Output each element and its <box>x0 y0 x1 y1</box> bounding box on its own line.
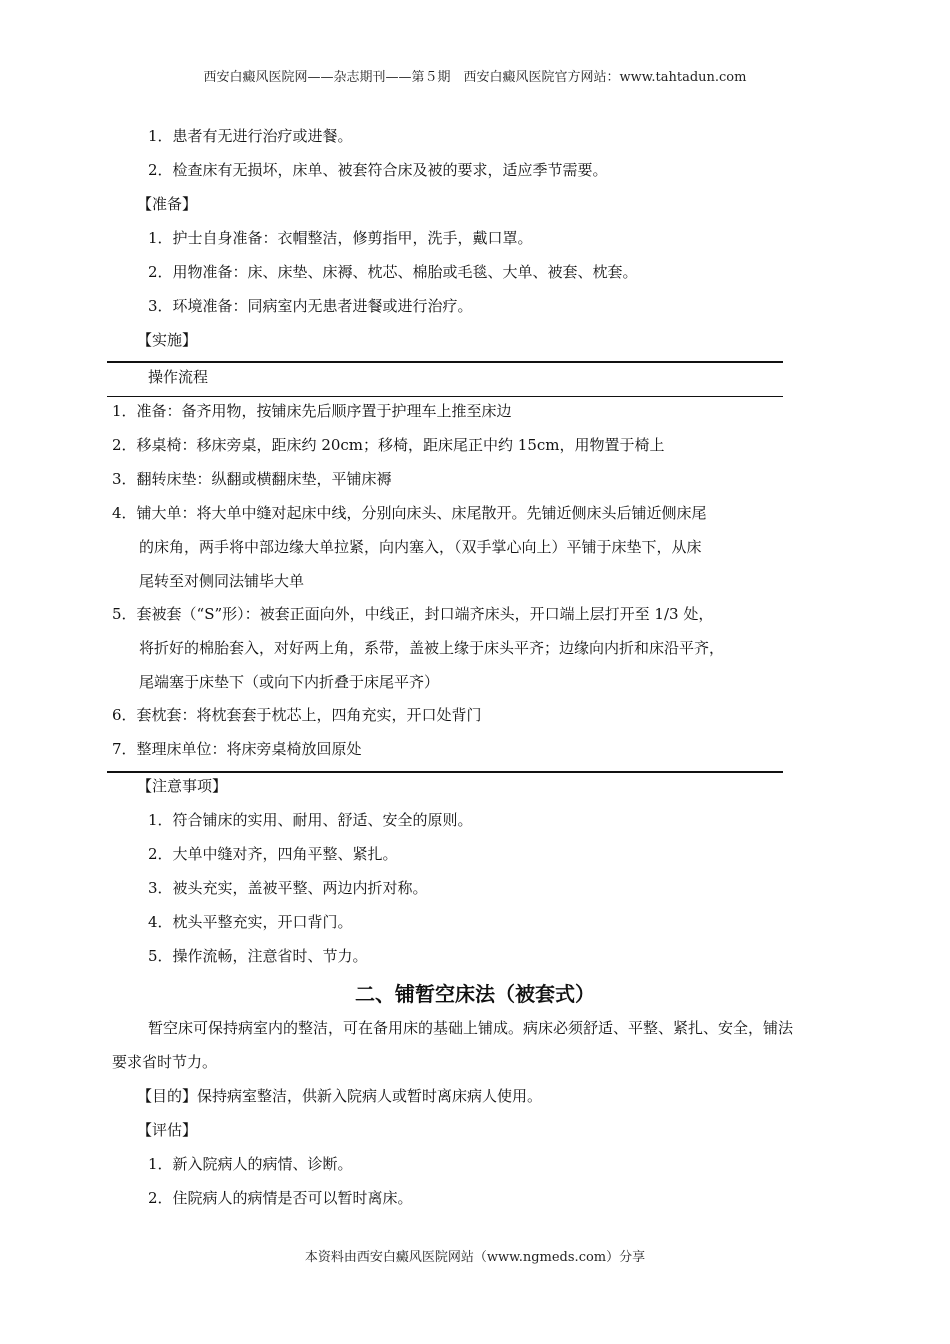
page-header: 西安白癜风医院网——杂志期刊——第５期 西安白癜风医院官方网站：www.tahtadun.com <box>203 70 747 85</box>
flow-step: 1．准备：备齐用物，按铺床先后顺序置于护理车上推至床边 <box>112 402 512 420</box>
purpose-text: 【目的】保持病室整洁，供新入院病人或暂时离床病人使用。 <box>137 1087 543 1105</box>
table-header: 操作流程 <box>148 368 209 386</box>
flow-step-cont: 的床角，两手将中部边缘大单拉紧，向内塞入，（双手掌心向上）平铺于床垫下，从床 <box>139 538 702 556</box>
intro-text-cont: 要求省时节力。 <box>112 1053 218 1071</box>
eval2-item: 1．新入院病人的病情、诊断。 <box>148 1155 353 1173</box>
flow-step: 2．移桌椅：移床旁桌，距床约 20cm；移椅，距床尾正中约 15cm，用物置于椅上 <box>112 436 665 454</box>
eval2-item: 2．住院病人的病情是否可以暂时离床。 <box>148 1189 413 1207</box>
prep-item: 2．用物准备：床、床垫、床褥、枕芯、棉胎或毛毯、大单、被套、枕套。 <box>148 263 638 281</box>
page-footer: 本资料由西安白癜风医院网站（www.ngmeds.com）分享 <box>304 1250 646 1265</box>
flow-step: 6．套枕套：将枕套套于枕芯上，四角充实，开口处背门 <box>112 706 482 724</box>
eval-item: 1．患者有无进行治疗或进餐。 <box>148 127 353 145</box>
note-item: 5．操作流畅，注意省时、节力。 <box>148 947 368 965</box>
prep-item: 3．环境准备：同病室内无患者进餐或进行治疗。 <box>148 297 473 315</box>
note-item: 2．大单中缝对齐，四角平整、紧扎。 <box>148 845 398 863</box>
note-item: 4．枕头平整充实，开口背门。 <box>148 913 353 931</box>
table-bottom-rule <box>107 771 783 773</box>
prep-item: 1．护士自身准备：衣帽整洁，修剪指甲，洗手，戴口罩。 <box>148 229 533 247</box>
flow-step-cont: 尾端塞于床垫下（或向下内折叠于床尾平齐） <box>139 673 440 691</box>
prep-heading: 【准备】 <box>137 195 198 213</box>
flow-step-cont: 尾转至对侧同法铺毕大单 <box>139 572 305 590</box>
table-header-rule <box>107 396 783 397</box>
table-top-rule <box>107 361 783 363</box>
flow-step: 3．翻转床垫：纵翻或横翻床垫，平铺床褥 <box>112 470 392 488</box>
impl-heading: 【实施】 <box>137 331 198 349</box>
note-item: 1．符合铺床的实用、耐用、舒适、安全的原则。 <box>148 811 473 829</box>
flow-step: 5．套被套（“S”形）：被套正面向外，中线正，封口端齐床头，开口端上层打开至 1/3 处， <box>112 605 714 623</box>
eval-item: 2．检查床有无损坏，床单、被套符合床及被的要求，适应季节需要。 <box>148 161 608 179</box>
flow-step-cont: 将折好的棉胎套入，对好两上角，系带，盖被上缘于床头平齐；边缘向内折和床沿平齐， <box>139 639 725 657</box>
eval-heading: 【评估】 <box>137 1121 198 1139</box>
section-title: 二、铺暂空床法（被套式） <box>355 982 595 1006</box>
notes-heading: 【注意事项】 <box>137 777 228 795</box>
note-item: 3．被头充实，盖被平整、两边内折对称。 <box>148 879 428 897</box>
flow-step: 7．整理床单位：将床旁桌椅放回原处 <box>112 740 362 758</box>
flow-step: 4．铺大单：将大单中缝对起床中线，分别向床头、床尾散开。先铺近侧床头后铺近侧床尾 <box>112 504 707 522</box>
intro-text: 暂空床可保持病室内的整洁，可在备用床的基础上铺成。病床必须舒适、平整、紧扎、安全，铺法 <box>148 1019 794 1037</box>
